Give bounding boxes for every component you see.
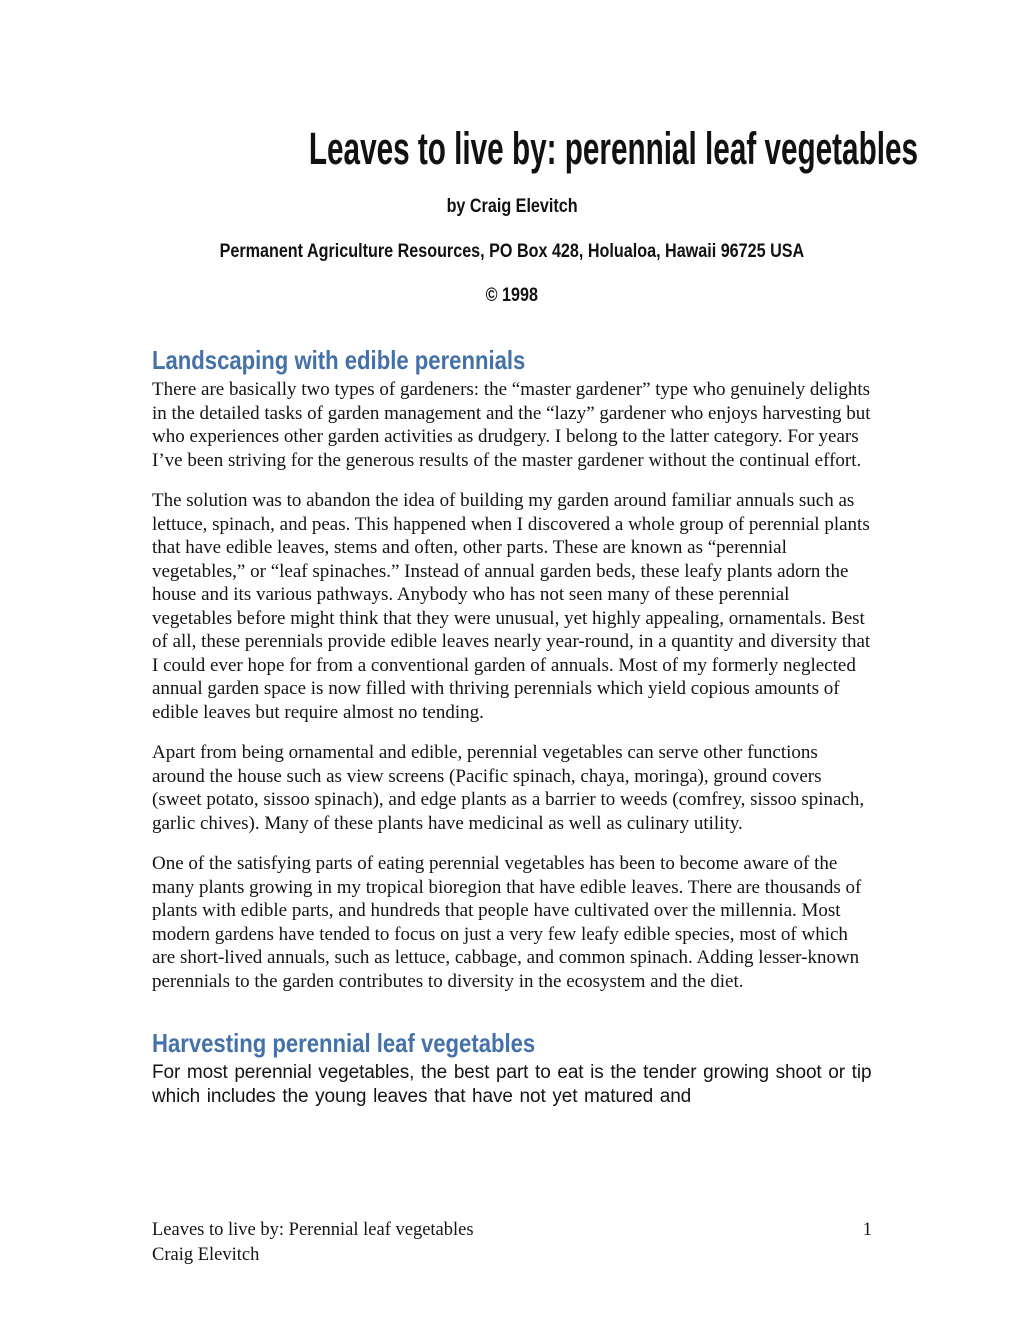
body-paragraph: Apart from being ornamental and edible, perennial vegetables can serve other functions around the house such as view screens (Pacific spinach, chaya, moringa), ground covers (sweet potato, sissoo spinach), and edge plants as a barrier to weeds (comfrey, sissoo spinach, garlic chives). Many of these plants have medicinal as well as culinary utility. (152, 742, 865, 834)
affiliation-line: Permanent Agriculture Resources, PO Box 428, Holualoa, Hawaii 96725 USA (219, 241, 805, 262)
byline: by Craig Elevitch (446, 196, 578, 217)
section-heading-harvesting: Harvesting perennial leaf vegetables (152, 1028, 536, 1058)
page-footer (152, 1218, 872, 1268)
footer-first-row (152, 1218, 872, 1243)
body-paragraph: One of the satisfying parts of eating perennial vegetables has been to become aware of the many plants growing in my tropical bioregion that have edible leaves. There are thousands of plants with edible parts, and hundreds that people have cultivated over the millennia. Most modern gardens have tended to focus on just a very few leafy edible species, most of which are short-lived annuals, such as lettuce, cabbage, and common spinach. Adding lesser-known perennials to the garden contributes to diversity in the ecosystem and the diet. (152, 853, 862, 992)
section-heading-landscaping: Landscaping with edible perennials (152, 345, 526, 375)
footer-page-number: 1 (862, 1220, 872, 1240)
page-title-text: Leaves to live by: perennial leaf vegetables (308, 123, 919, 174)
footer-author: Craig Elevitch (152, 1245, 260, 1265)
body-paragraph: The solution was to abandon the idea of building my garden around familiar annuals such as lettuce, spinach, and peas. This happened when I discovered a whole group of perennial plants that have edible leaves, stems and often, other parts. These are known as “perennial vegetables,” or “leaf spinaches.” Instead of annual garden beds, these leafy plants adorn the house and its various pathways. Anybody who has not seen many of these perennial vegetables before might think that they were unusual, yet highly appealing, ornamentals. Best of all, these perennials provide edible leaves nearly year-round, in a quantity and diversity that I could ever hope for from a conventional garden of annuals. Most of my formerly neglected annual garden space is now filled with thriving perennials which yield copious amounts of edible leaves but require almost no tending. (152, 490, 871, 723)
body-paragraph: For most perennial vegetables, the best part to eat is the tender growing shoot or tip which includes the young leaves that have not yet matured and (152, 1062, 872, 1107)
page-title (152, 123, 919, 174)
body-paragraph: There are basically two types of gardeners: the “master gardener” type who genuinely delights in the detailed tasks of garden management and the “lazy” gardener who enjoys harvesting but who experiences other garden activities as drudgery. I belong to the latter category. For years I’ve been striving for the generous results of the master gardener without the continual effort. (152, 379, 871, 471)
footer-title: Leaves to live by: Perennial leaf vegetables (152, 1220, 474, 1240)
copyright-notice: © 1998 (485, 285, 539, 306)
